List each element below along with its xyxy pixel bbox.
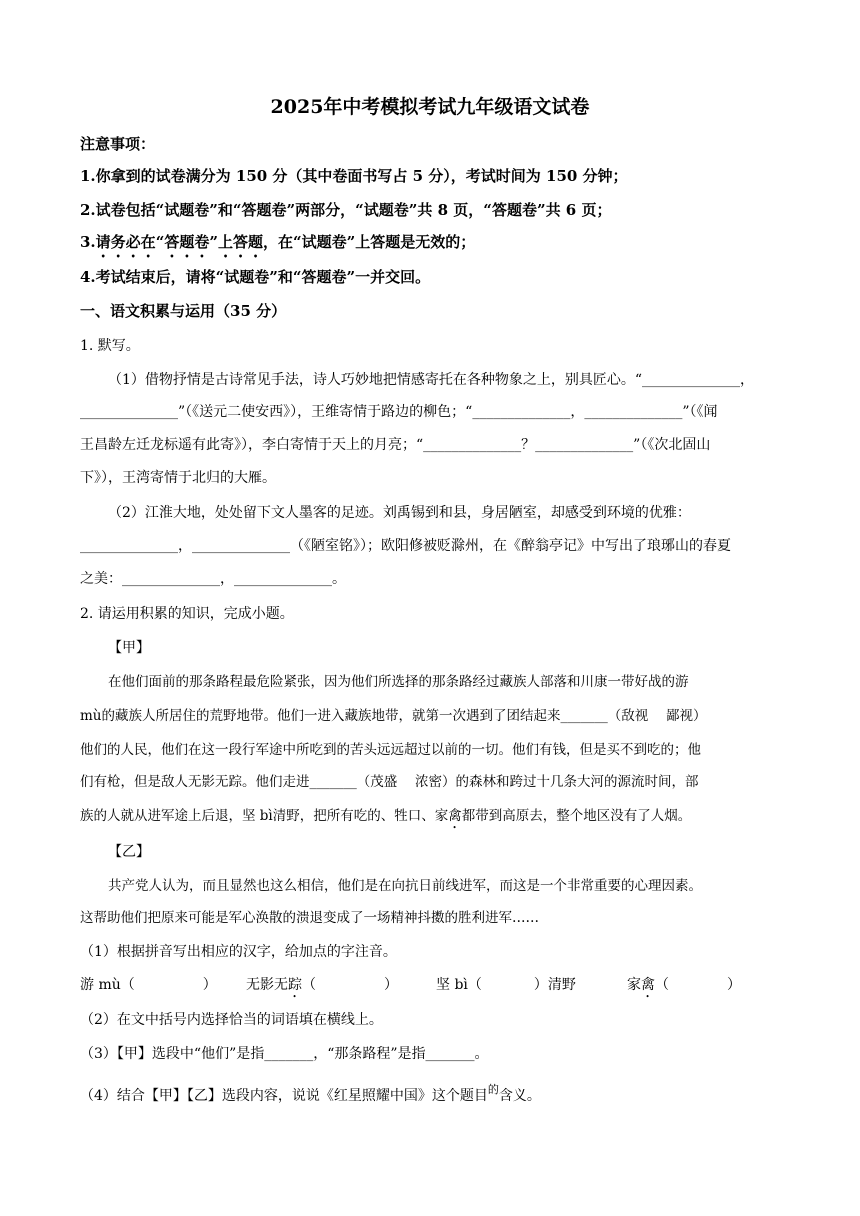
q1-p1-line-2: ______________”（《送元二使安西》），王维寄情于路边的柳色；“______________，______________”（《闻 [80, 404, 718, 420]
passage-jia-line-5 [80, 806, 691, 832]
passage-jia-dotted-char: 禽 [448, 808, 462, 824]
q2-sub-2: （2）在文中括号内选择恰当的词语填在横线上。 [80, 1012, 383, 1028]
notice-item-1: 1.你拿到的试卷满分为 150 分（其中卷面书写占 5 分），考试时间为 150 分钟； [80, 167, 628, 185]
pinyin-item-4-close: ） [727, 977, 741, 993]
pinyin-item-2 [246, 975, 398, 1001]
passage-yi-line-1: 共产党人认为，而且显然也这么相信，他们是在向抗日前线进军，而这是一个非常重要的心理因素。 [108, 878, 702, 894]
pinyin-item-4-text: 家 [627, 977, 641, 993]
q1-p1-line-4: 下》），王湾寄情于北归的大雁。 [80, 470, 276, 486]
notice-heading: 注意事项： [80, 135, 156, 153]
pinyin-item-3-text: 坚 bì（ [436, 977, 482, 993]
page-title: 2025年中考模拟考试九年级语文试卷 [270, 96, 590, 118]
passage-yi-label: 【乙】 [108, 844, 150, 860]
pinyin-item-1-text: 游 mù（ [80, 977, 135, 993]
q2-sub-4-raised-char: 的 [487, 1083, 499, 1096]
notice-item-3-rest: ，在“试题卷”上答题是无效的； [262, 233, 476, 251]
q1-p2-line-1: （2）江淮大地，处处留下文人墨客的足迹。刘禹锡到和县，身居陋室，却感受到环境的优雅： [108, 505, 691, 521]
pinyin-item-4-open: （ [655, 977, 669, 993]
q1-p1-line-1: （1）借物抒情是古诗常见手法，诗人巧妙地把情感寄托在各种物象之上，别具匠心。“______________， [108, 372, 755, 388]
passage-jia-line-5-c: 都带到高原去，整个地区没有了人烟。 [461, 808, 692, 824]
q2-sub-3: （3）【甲】选段中“他们”是指_______，“那条路程”是指_______。 [80, 1046, 489, 1062]
q1-p1-line-3: 王昌龄左迁龙标遥有此寄》），李白寄情于天上的月亮；“______________？______________”（《次北固山 [80, 437, 711, 453]
notice-item-2: 2.试卷包括“试题卷”和“答题卷”两部分，“试题卷”共 8 页，“答题卷”共 6 页； [80, 201, 612, 219]
notice-item-3 [80, 232, 475, 261]
notice-item-3-emphasis-2: “答题卷” [155, 233, 218, 251]
pinyin-item-2-dotted-char: 踪 [288, 977, 302, 993]
passage-jia-line-3: 他们的人民，他们在这一段行军途中所吃到的苦头远远超过以前的一切。他们有钱，但是买不到吃的；他 [80, 742, 701, 758]
notice-item-4: 4.考试结束后，请将“试题卷”和“答题卷”一并交回。 [80, 268, 431, 286]
q2-sub-1: （1）根据拼音写出相应的汉字，给加点的字注音。 [80, 944, 397, 960]
pinyin-item-4-dotted-char: 禽 [641, 977, 655, 993]
notice-item-3-number: 3. [80, 233, 96, 251]
q2-stem: 2. 请运用积累的知识，完成小题。 [80, 606, 294, 622]
q1-p2-line-2: ______________，______________（《陋室铭》）；欧阳修被贬滁州，在《醉翁亭记》中写出了琅琊山的春夏 [80, 538, 731, 554]
pinyin-item-3 [436, 975, 576, 995]
q1-stem: 1. 默写。 [80, 338, 140, 354]
passage-yi-line-2: 这帮助他们把原来可能是军心涣散的溃退变成了一场精神抖擞的胜利进军…… [80, 910, 539, 926]
passage-jia-label: 【甲】 [108, 640, 150, 656]
pinyin-item-3-close: ）清野 [533, 977, 576, 993]
pinyin-item-1-close: ） [202, 977, 217, 993]
pinyin-item-2-close: ） [384, 977, 398, 993]
passage-jia-line-2: mù的藏族人所居住的荒野地带。他们一进入藏族地带，就第一次遇到了团结起来_______（敌视 鄙视） [80, 708, 707, 724]
pinyin-item-2-text: 无影无 [246, 977, 288, 993]
passage-jia-line-1: 在他们面前的那条路程最危险紧张，因为他们所选择的那条路经过藏族人部落和川康一带好战的游 [108, 674, 689, 690]
notice-item-3-emphasis-1: 请务必在 [95, 233, 156, 251]
q2-sub-4-text: （4）结合【甲】【乙】选段内容，说说《红星照耀中国》这个题目 [80, 1088, 488, 1104]
section-1-heading: 一、语文积累与运用（35 分） [80, 302, 287, 320]
pinyin-item-1 [80, 975, 217, 995]
passage-jia-line-4: 们有枪，但是敌人无影无踪。他们走进_______（茂盛 浓密）的森林和跨过十几条大河的源流时间，部 [80, 774, 699, 790]
notice-item-3-emphasis-3: 上答题 [217, 233, 263, 251]
pinyin-item-4 [627, 975, 741, 1001]
q2-sub-4 [80, 1083, 541, 1107]
q2-sub-4-end: 含义。 [498, 1088, 541, 1104]
pinyin-item-2-open: （ [302, 977, 316, 993]
passage-jia-line-5-a: 族的人就从进军途上后退，坚 bì清野，把所有吃的、牲口、家 [80, 808, 449, 824]
q1-p2-line-3: 之美：______________，______________。 [80, 571, 346, 587]
